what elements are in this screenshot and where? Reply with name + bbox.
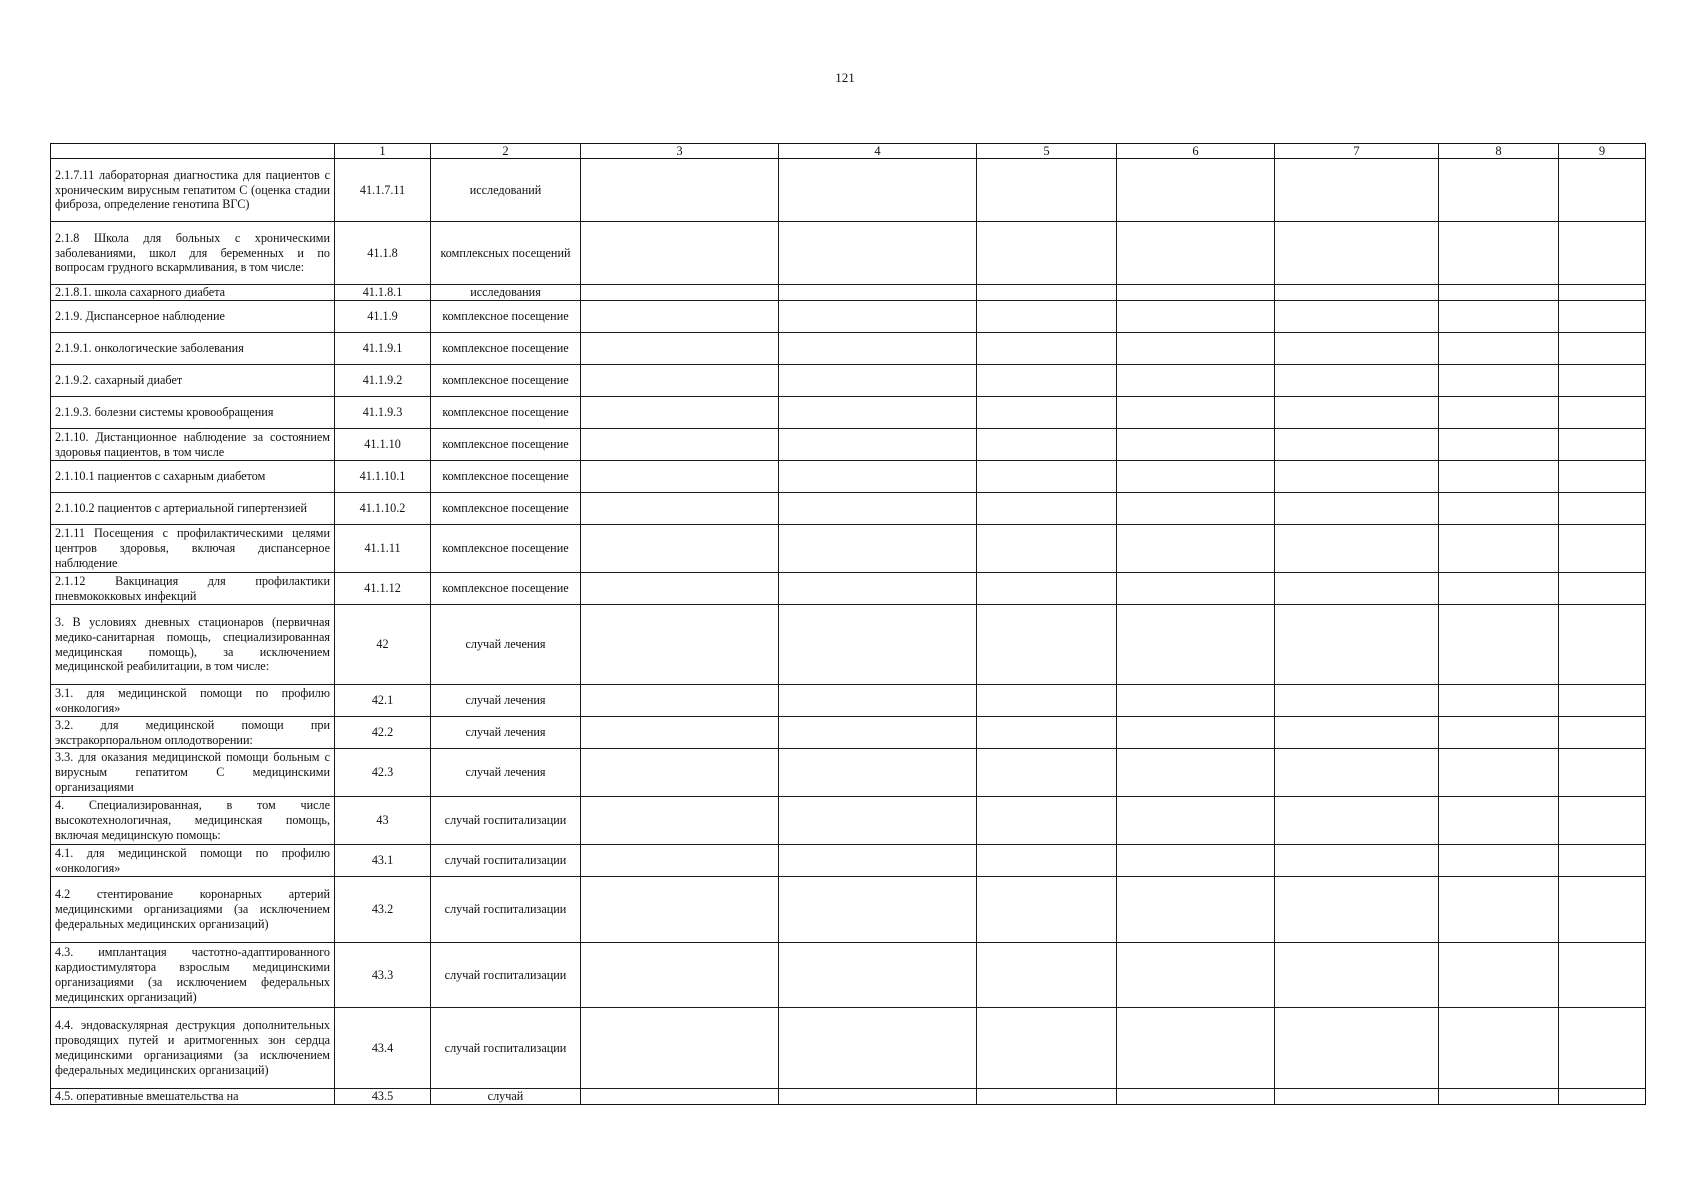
empty-cell — [1559, 605, 1646, 685]
empty-cell — [779, 749, 977, 797]
empty-cell — [1439, 1089, 1559, 1105]
empty-cell — [1439, 845, 1559, 877]
empty-cell — [1559, 685, 1646, 717]
row-unit: комплексное посещение — [431, 301, 581, 333]
empty-cell — [1275, 573, 1439, 605]
empty-cell — [977, 797, 1117, 845]
empty-cell — [1559, 333, 1646, 365]
empty-cell — [1117, 717, 1275, 749]
empty-cell — [779, 797, 977, 845]
empty-cell — [1117, 797, 1275, 845]
row-unit: случай госпитализации — [431, 845, 581, 877]
empty-cell — [977, 877, 1117, 943]
column-number-8: 8 — [1439, 144, 1559, 159]
empty-cell — [1275, 333, 1439, 365]
empty-cell — [779, 397, 977, 429]
empty-cell — [779, 685, 977, 717]
row-code: 41.1.10.2 — [335, 493, 431, 525]
empty-cell — [1559, 1089, 1646, 1105]
empty-cell — [779, 943, 977, 1008]
row-name: 2.1.10.2 пациентов с артериальной гипертензией — [51, 493, 335, 525]
empty-cell — [1439, 525, 1559, 573]
empty-cell — [977, 397, 1117, 429]
row-code: 41.1.7.11 — [335, 159, 431, 222]
empty-cell — [779, 1089, 977, 1105]
column-number-4: 4 — [779, 144, 977, 159]
empty-cell — [1439, 365, 1559, 397]
empty-cell — [1117, 159, 1275, 222]
table-row — [51, 159, 1646, 222]
table-row — [51, 797, 1646, 845]
empty-cell — [581, 525, 779, 573]
empty-cell — [977, 301, 1117, 333]
empty-cell — [1559, 285, 1646, 301]
empty-cell — [1559, 845, 1646, 877]
empty-cell — [1559, 797, 1646, 845]
empty-cell — [581, 285, 779, 301]
empty-cell — [779, 461, 977, 493]
row-code: 43.3 — [335, 943, 431, 1008]
row-code: 42.1 — [335, 685, 431, 717]
empty-cell — [779, 365, 977, 397]
empty-cell — [1275, 461, 1439, 493]
column-number-7: 7 — [1275, 144, 1439, 159]
empty-cell — [977, 685, 1117, 717]
empty-cell — [977, 333, 1117, 365]
empty-cell — [1117, 943, 1275, 1008]
empty-cell — [1275, 717, 1439, 749]
row-code: 43 — [335, 797, 431, 845]
row-unit: комплексное посещение — [431, 573, 581, 605]
empty-cell — [1559, 749, 1646, 797]
row-code: 41.1.12 — [335, 573, 431, 605]
table-row — [51, 429, 1646, 461]
empty-cell — [1439, 159, 1559, 222]
empty-cell — [977, 573, 1117, 605]
row-code: 41.1.9.3 — [335, 397, 431, 429]
column-number-0 — [51, 144, 335, 159]
row-unit: комплексное посещение — [431, 397, 581, 429]
empty-cell — [1275, 1089, 1439, 1105]
table-row — [51, 749, 1646, 797]
empty-cell — [1275, 685, 1439, 717]
row-name: 2.1.10.1 пациентов с сахарным диабетом — [51, 461, 335, 493]
column-number-1: 1 — [335, 144, 431, 159]
row-unit: случай — [431, 1089, 581, 1105]
empty-cell — [1275, 749, 1439, 797]
empty-cell — [779, 573, 977, 605]
row-code: 42.3 — [335, 749, 431, 797]
empty-cell — [1559, 493, 1646, 525]
table-row — [51, 525, 1646, 573]
empty-cell — [1275, 222, 1439, 285]
empty-cell — [1275, 525, 1439, 573]
row-name: 2.1.9.3. болезни системы кровообращения — [51, 397, 335, 429]
empty-cell — [1439, 333, 1559, 365]
empty-cell — [1559, 222, 1646, 285]
empty-cell — [1117, 685, 1275, 717]
empty-cell — [977, 1089, 1117, 1105]
empty-cell — [779, 333, 977, 365]
empty-cell — [581, 797, 779, 845]
empty-cell — [1559, 525, 1646, 573]
empty-cell — [1275, 429, 1439, 461]
row-unit: исследований — [431, 159, 581, 222]
row-unit: комплексных посещений — [431, 222, 581, 285]
row-unit: случай лечения — [431, 605, 581, 685]
row-name: 2.1.11 Посещения с профилактическими целями центров здоровья, включая диспансерное наблюдение — [51, 525, 335, 573]
empty-cell — [1117, 845, 1275, 877]
empty-cell — [1439, 493, 1559, 525]
row-name: 4.4. эндоваскулярная деструкция дополнительных проводящих путей и аритмогенных зон сердца медицинскими организациями (за исключением федеральных медицинских организаций) — [51, 1008, 335, 1089]
empty-cell — [977, 365, 1117, 397]
row-name: 3.3. для оказания медицинской помощи больным с вирусным гепатитом С медицинскими организациями — [51, 749, 335, 797]
table-row — [51, 845, 1646, 877]
empty-cell — [581, 429, 779, 461]
empty-cell — [977, 749, 1117, 797]
empty-cell — [977, 845, 1117, 877]
table-row — [51, 943, 1646, 1008]
empty-cell — [1117, 525, 1275, 573]
row-code: 42.2 — [335, 717, 431, 749]
column-number-row — [51, 144, 1646, 159]
empty-cell — [977, 717, 1117, 749]
row-code: 43.4 — [335, 1008, 431, 1089]
empty-cell — [1559, 461, 1646, 493]
table-row — [51, 877, 1646, 943]
empty-cell — [1275, 943, 1439, 1008]
row-code: 41.1.9.1 — [335, 333, 431, 365]
table-row — [51, 222, 1646, 285]
row-unit: случай лечения — [431, 717, 581, 749]
empty-cell — [1559, 943, 1646, 1008]
table-row — [51, 1089, 1646, 1105]
row-code: 42 — [335, 605, 431, 685]
empty-cell — [1275, 397, 1439, 429]
row-code: 41.1.10 — [335, 429, 431, 461]
empty-cell — [581, 943, 779, 1008]
empty-cell — [581, 573, 779, 605]
table-row — [51, 685, 1646, 717]
empty-cell — [1117, 493, 1275, 525]
empty-cell — [1439, 797, 1559, 845]
empty-cell — [1559, 429, 1646, 461]
empty-cell — [977, 493, 1117, 525]
empty-cell — [581, 845, 779, 877]
data-table — [50, 143, 1646, 1105]
row-code: 43.5 — [335, 1089, 431, 1105]
row-unit: комплексное посещение — [431, 525, 581, 573]
column-number-3: 3 — [581, 144, 779, 159]
row-name: 2.1.7.11 лабораторная диагностика для пациентов с хроническим вирусным гепатитом С (оценка стадии фиброза, определение генотипа ВГС) — [51, 159, 335, 222]
empty-cell — [779, 222, 977, 285]
row-name: 4.3. имплантация частотно-адаптированного кардиостимулятора взрослым медицинскими организациями (за исключением федеральных медицинских организаций) — [51, 943, 335, 1008]
row-unit: случай госпитализации — [431, 877, 581, 943]
empty-cell — [1117, 333, 1275, 365]
empty-cell — [1117, 749, 1275, 797]
row-name: 3.1. для медицинской помощи по профилю «онкология» — [51, 685, 335, 717]
row-code: 41.1.10.1 — [335, 461, 431, 493]
empty-cell — [581, 1089, 779, 1105]
empty-cell — [1439, 461, 1559, 493]
empty-cell — [1117, 461, 1275, 493]
empty-cell — [1439, 749, 1559, 797]
empty-cell — [1439, 285, 1559, 301]
empty-cell — [1117, 222, 1275, 285]
empty-cell — [779, 717, 977, 749]
empty-cell — [977, 222, 1117, 285]
empty-cell — [581, 493, 779, 525]
empty-cell — [1439, 1008, 1559, 1089]
empty-cell — [1117, 573, 1275, 605]
empty-cell — [581, 749, 779, 797]
row-code: 43.1 — [335, 845, 431, 877]
row-name: 2.1.8.1. школа сахарного диабета — [51, 285, 335, 301]
empty-cell — [779, 605, 977, 685]
empty-cell — [779, 525, 977, 573]
empty-cell — [779, 1008, 977, 1089]
empty-cell — [779, 159, 977, 222]
empty-cell — [1275, 365, 1439, 397]
row-unit: исследования — [431, 285, 581, 301]
empty-cell — [779, 845, 977, 877]
row-code: 43.2 — [335, 877, 431, 943]
empty-cell — [1559, 717, 1646, 749]
empty-cell — [1117, 365, 1275, 397]
row-name: 2.1.9.2. сахарный диабет — [51, 365, 335, 397]
empty-cell — [977, 605, 1117, 685]
empty-cell — [1439, 877, 1559, 943]
empty-cell — [1439, 301, 1559, 333]
empty-cell — [581, 605, 779, 685]
row-code: 41.1.9.2 — [335, 365, 431, 397]
table-row — [51, 333, 1646, 365]
empty-cell — [1559, 877, 1646, 943]
empty-cell — [1117, 877, 1275, 943]
empty-cell — [1117, 429, 1275, 461]
empty-cell — [779, 429, 977, 461]
table-row — [51, 301, 1646, 333]
row-name: 4.2 стентирование коронарных артерий медицинскими организациями (за исключением федеральных медицинских организаций) — [51, 877, 335, 943]
empty-cell — [1559, 397, 1646, 429]
empty-cell — [1275, 845, 1439, 877]
column-number-9: 9 — [1559, 144, 1646, 159]
row-unit: комплексное посещение — [431, 461, 581, 493]
table-row — [51, 605, 1646, 685]
empty-cell — [1275, 877, 1439, 943]
row-unit: случай госпитализации — [431, 943, 581, 1008]
row-name: 4.1. для медицинской помощи по профилю «онкология» — [51, 845, 335, 877]
empty-cell — [581, 397, 779, 429]
row-name: 2.1.9.1. онкологические заболевания — [51, 333, 335, 365]
empty-cell — [779, 301, 977, 333]
empty-cell — [977, 429, 1117, 461]
empty-cell — [581, 877, 779, 943]
empty-cell — [581, 461, 779, 493]
column-number-2: 2 — [431, 144, 581, 159]
empty-cell — [1275, 493, 1439, 525]
row-unit: случай госпитализации — [431, 797, 581, 845]
empty-cell — [1275, 285, 1439, 301]
row-name: 3. В условиях дневных стационаров (первичная медико-санитарная помощь, специализированная медицинская помощь), за исключением медицинской реабилитации, в том числе: — [51, 605, 335, 685]
empty-cell — [1117, 605, 1275, 685]
empty-cell — [1439, 429, 1559, 461]
empty-cell — [1439, 943, 1559, 1008]
table-row — [51, 1008, 1646, 1089]
page-number: 121 — [835, 70, 855, 85]
row-name: 2.1.9. Диспансерное наблюдение — [51, 301, 335, 333]
empty-cell — [581, 301, 779, 333]
empty-cell — [1439, 397, 1559, 429]
row-name: 4. Специализированная, в том числе высокотехнологичная, медицинская помощь, включая медицинскую помощь: — [51, 797, 335, 845]
row-name: 2.1.10. Дистанционное наблюдение за состоянием здоровья пациентов, в том числе — [51, 429, 335, 461]
empty-cell — [977, 943, 1117, 1008]
row-name: 2.1.12 Вакцинация для профилактики пневмококковых инфекций — [51, 573, 335, 605]
empty-cell — [779, 285, 977, 301]
empty-cell — [1559, 573, 1646, 605]
empty-cell — [581, 717, 779, 749]
column-number-5: 5 — [977, 144, 1117, 159]
row-name: 2.1.8 Школа для больных с хроническими заболеваниями, школ для беременных и по вопросам грудного вскармливания, в том числе: — [51, 222, 335, 285]
empty-cell — [1439, 717, 1559, 749]
empty-cell — [1559, 301, 1646, 333]
row-code: 41.1.11 — [335, 525, 431, 573]
empty-cell — [1439, 605, 1559, 685]
empty-cell — [977, 1008, 1117, 1089]
row-code: 41.1.9 — [335, 301, 431, 333]
empty-cell — [1275, 301, 1439, 333]
empty-cell — [1439, 573, 1559, 605]
empty-cell — [581, 365, 779, 397]
empty-cell — [1275, 605, 1439, 685]
row-unit: комплексное посещение — [431, 365, 581, 397]
row-code: 41.1.8.1 — [335, 285, 431, 301]
empty-cell — [977, 285, 1117, 301]
empty-cell — [1559, 159, 1646, 222]
empty-cell — [1439, 685, 1559, 717]
empty-cell — [1275, 797, 1439, 845]
empty-cell — [779, 493, 977, 525]
row-name: 4.5. оперативные вмешательства на — [51, 1089, 335, 1105]
table-row — [51, 573, 1646, 605]
empty-cell — [1559, 1008, 1646, 1089]
empty-cell — [1117, 1008, 1275, 1089]
column-number-6: 6 — [1117, 144, 1275, 159]
empty-cell — [1439, 222, 1559, 285]
empty-cell — [1117, 397, 1275, 429]
table-row — [51, 285, 1646, 301]
table-row — [51, 397, 1646, 429]
empty-cell — [1117, 285, 1275, 301]
empty-cell — [977, 525, 1117, 573]
empty-cell — [1117, 1089, 1275, 1105]
table-row — [51, 717, 1646, 749]
row-unit: случай госпитализации — [431, 1008, 581, 1089]
empty-cell — [581, 159, 779, 222]
row-code: 41.1.8 — [335, 222, 431, 285]
empty-cell — [1275, 159, 1439, 222]
empty-cell — [1559, 365, 1646, 397]
empty-cell — [1117, 301, 1275, 333]
empty-cell — [581, 222, 779, 285]
table-row — [51, 365, 1646, 397]
row-unit: комплексное посещение — [431, 493, 581, 525]
empty-cell — [779, 877, 977, 943]
empty-cell — [977, 461, 1117, 493]
empty-cell — [581, 1008, 779, 1089]
empty-cell — [581, 333, 779, 365]
empty-cell — [977, 159, 1117, 222]
row-name: 3.2. для медицинской помощи при экстракорпоральном оплодотворении: — [51, 717, 335, 749]
row-unit: случай лечения — [431, 685, 581, 717]
row-unit: случай лечения — [431, 749, 581, 797]
empty-cell — [581, 685, 779, 717]
empty-cell — [1275, 1008, 1439, 1089]
table-row — [51, 493, 1646, 525]
row-unit: комплексное посещение — [431, 429, 581, 461]
table-row — [51, 461, 1646, 493]
row-unit: комплексное посещение — [431, 333, 581, 365]
